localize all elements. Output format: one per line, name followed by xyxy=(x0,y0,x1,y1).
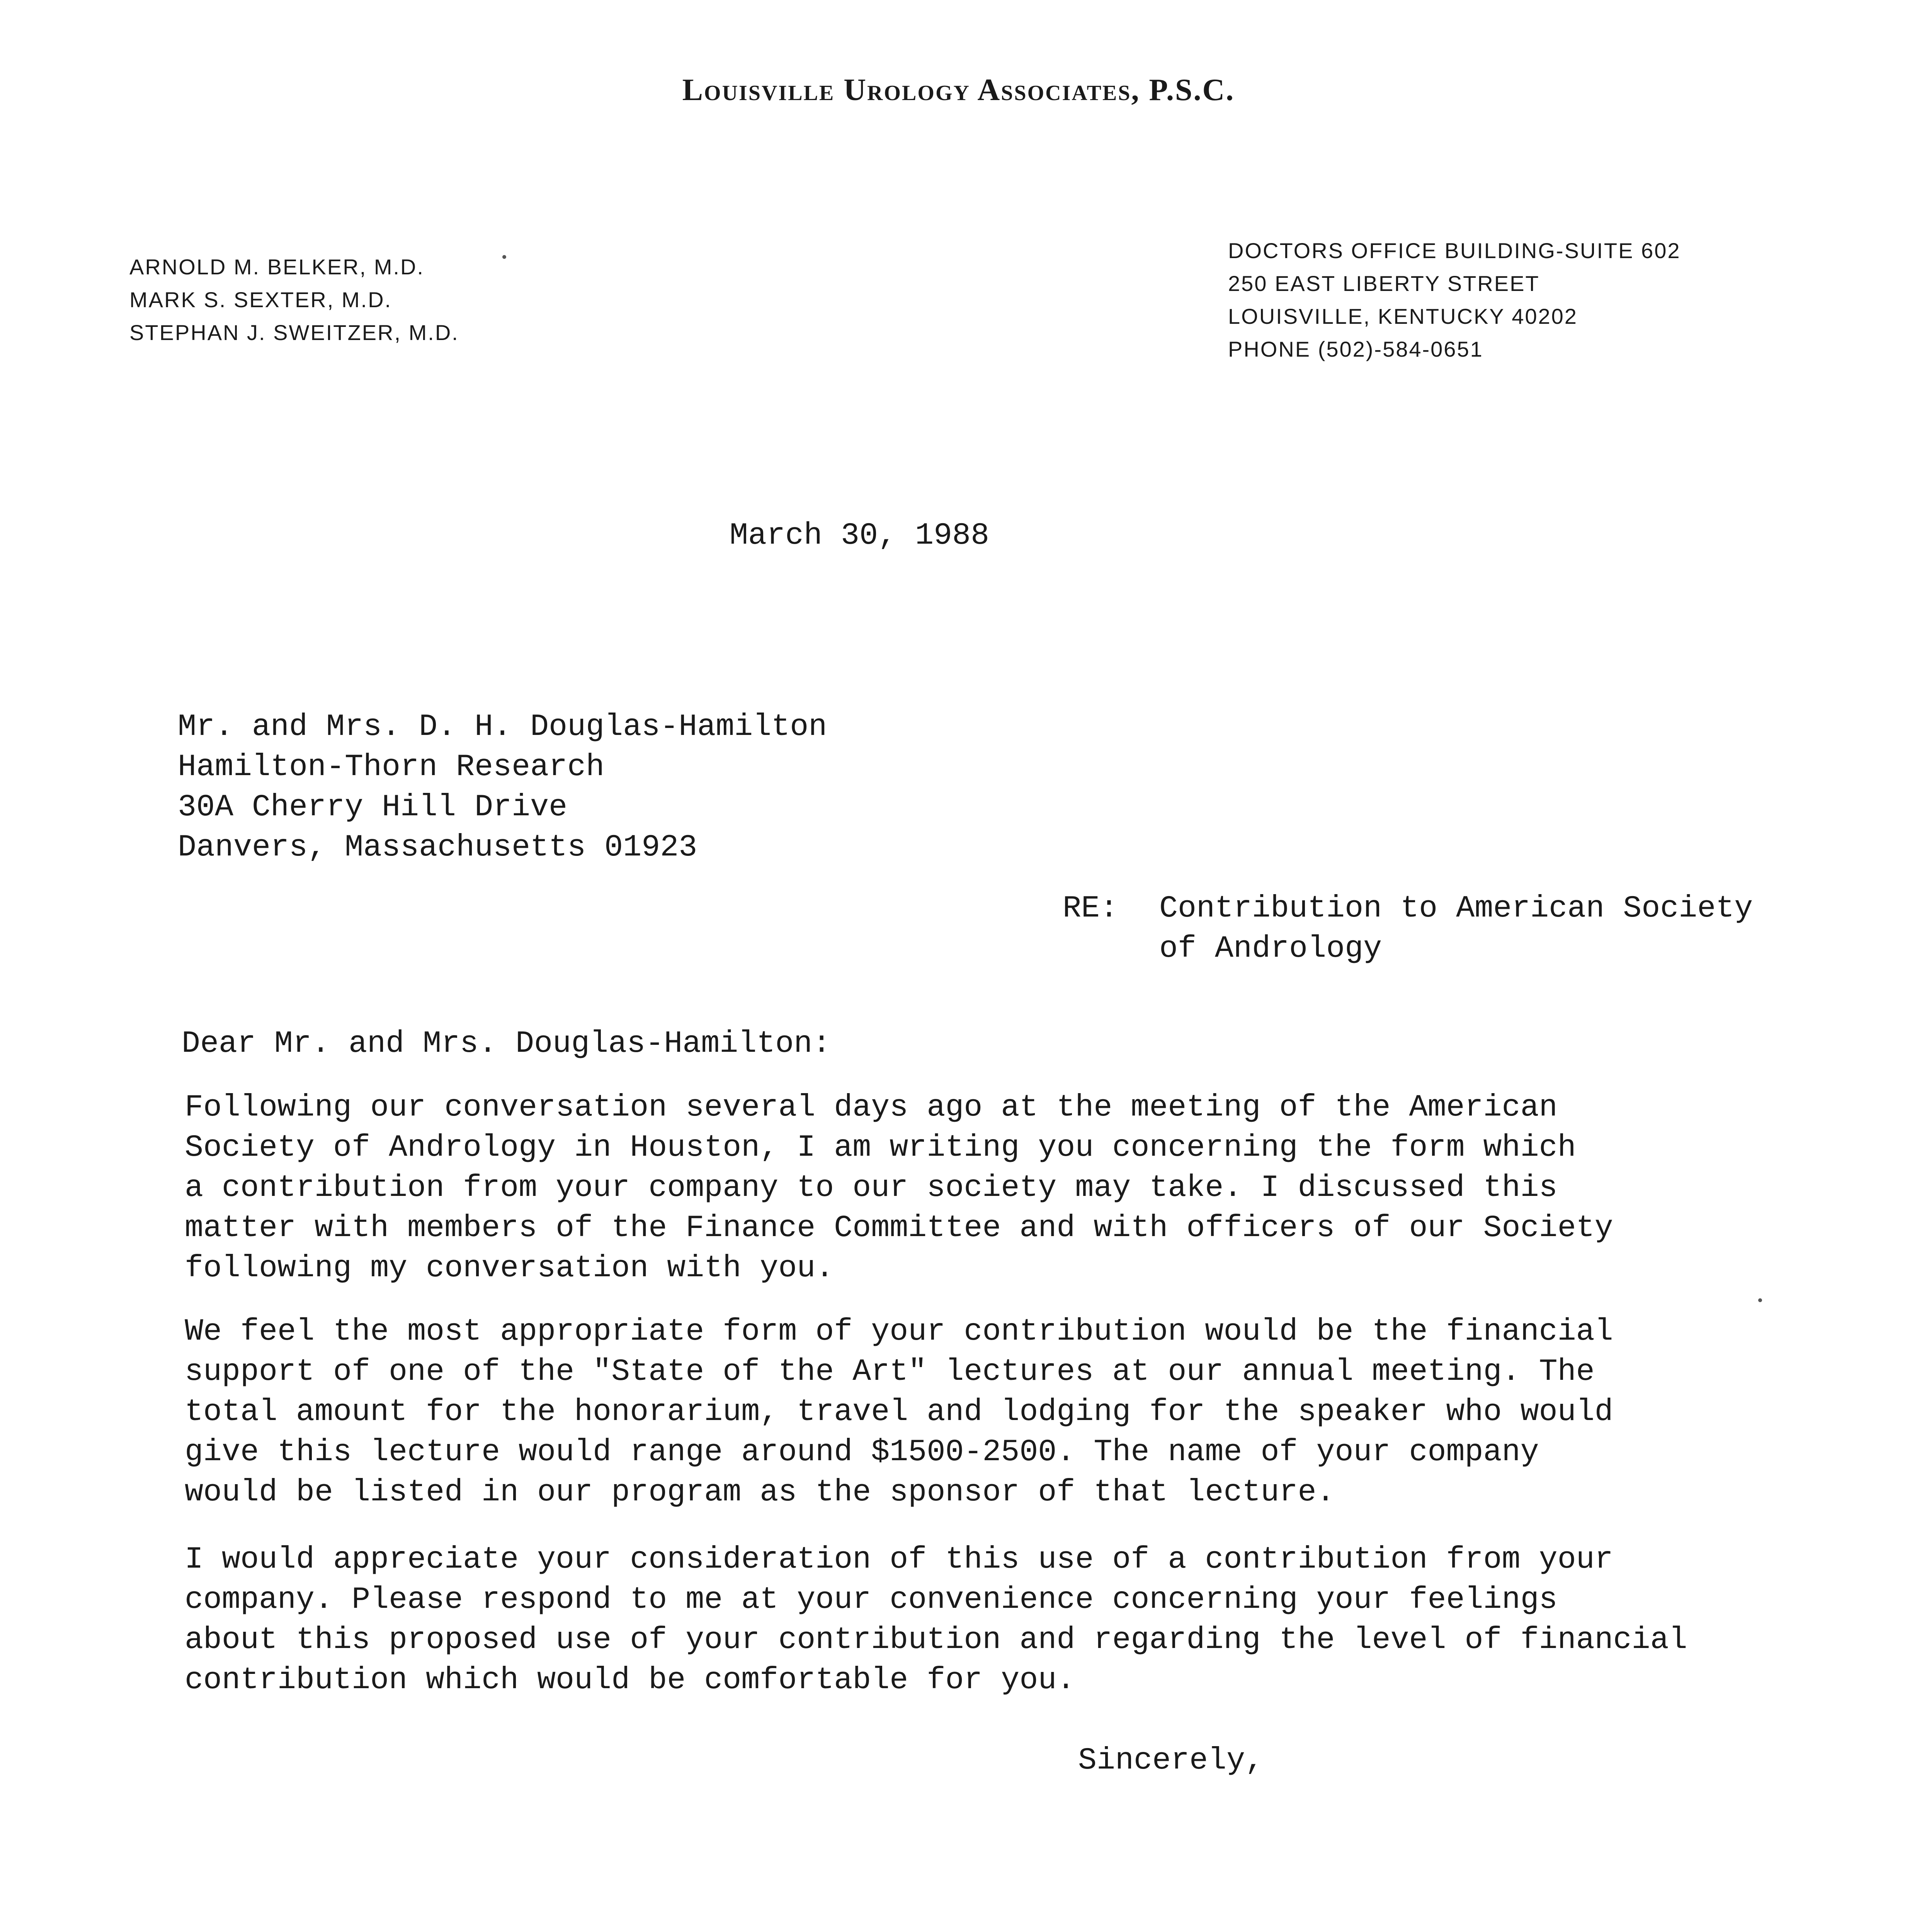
paragraph-line: give this lecture would range around $1500-2500. The name of your company xyxy=(185,1435,1539,1470)
office-phone: PHONE (502)-584-0651 xyxy=(1228,337,1483,361)
paragraph-line: about this proposed use of your contribution and regarding the level of financial xyxy=(185,1622,1687,1658)
office-address-line: DOCTORS OFFICE BUILDING-SUITE 602 xyxy=(1228,238,1681,263)
recipient-line: Hamilton-Thorn Research xyxy=(178,750,605,785)
physician-list xyxy=(129,250,459,349)
physician-name: ARNOLD M. BELKER, M.D. xyxy=(129,255,425,279)
office-address xyxy=(1228,234,1681,366)
paragraph-line: total amount for the honorarium, travel and lodging for the speaker who would xyxy=(185,1395,1613,1430)
paragraph-line: support of one of the "State of the Art" lectures at our annual meeting. The xyxy=(185,1354,1595,1389)
closing: Sincerely, xyxy=(1078,1743,1264,1778)
body-paragraph-3 xyxy=(185,1540,1687,1701)
paragraph-line: following my conversation with you. xyxy=(185,1251,834,1286)
salutation: Dear Mr. and Mrs. Douglas-Hamilton: xyxy=(182,1026,831,1061)
re-subject-line: Contribution to American Society xyxy=(1159,891,1753,926)
paragraph-line: Society of Andrology in Houston, I am writing you concerning the form which xyxy=(185,1130,1576,1165)
office-address-line: LOUISVILLE, KENTUCKY 40202 xyxy=(1228,304,1578,328)
paragraph-line: Following our conversation several days ago at the meeting of the American xyxy=(185,1090,1558,1125)
paragraph-line: matter with members of the Finance Committee and with officers of our Society xyxy=(185,1211,1613,1246)
recipient-line: Mr. and Mrs. D. H. Douglas-Hamilton xyxy=(178,709,827,745)
paragraph-line: company. Please respond to me at your convenience concerning your feelings xyxy=(185,1582,1558,1617)
scan-speck xyxy=(502,255,506,259)
recipient-line: 30A Cherry Hill Drive xyxy=(178,790,568,825)
scan-speck xyxy=(1758,1298,1762,1302)
paragraph-line: I would appreciate your consideration of this use of a contribution from your xyxy=(185,1542,1613,1577)
paragraph-line: contribution which would be comfortable for you. xyxy=(185,1663,1075,1698)
letterhead-title: Louisville Urology Associates, P.S.C. xyxy=(682,73,1235,107)
paragraph-line: a contribution from your company to our society may take. I discussed this xyxy=(185,1170,1558,1206)
physician-name: MARK S. SEXTER, M.D. xyxy=(129,287,392,312)
body-paragraph-2 xyxy=(185,1312,1613,1513)
paragraph-line: would be listed in our program as the sponsor of that lecture. xyxy=(185,1475,1335,1510)
re-subject xyxy=(1159,889,1753,969)
recipient-address xyxy=(178,707,827,868)
paragraph-line: We feel the most appropriate form of your contribution would be the financial xyxy=(185,1314,1613,1349)
re-subject-line: of Andrology xyxy=(1159,931,1382,966)
re-label: RE: xyxy=(1063,891,1119,926)
letter-date: March 30, 1988 xyxy=(730,518,990,553)
body-paragraph-1 xyxy=(185,1088,1613,1289)
recipient-line: Danvers, Massachusetts 01923 xyxy=(178,830,697,865)
physician-name: STEPHAN J. SWEITZER, M.D. xyxy=(129,320,459,345)
office-address-line: 250 EAST LIBERTY STREET xyxy=(1228,271,1540,296)
